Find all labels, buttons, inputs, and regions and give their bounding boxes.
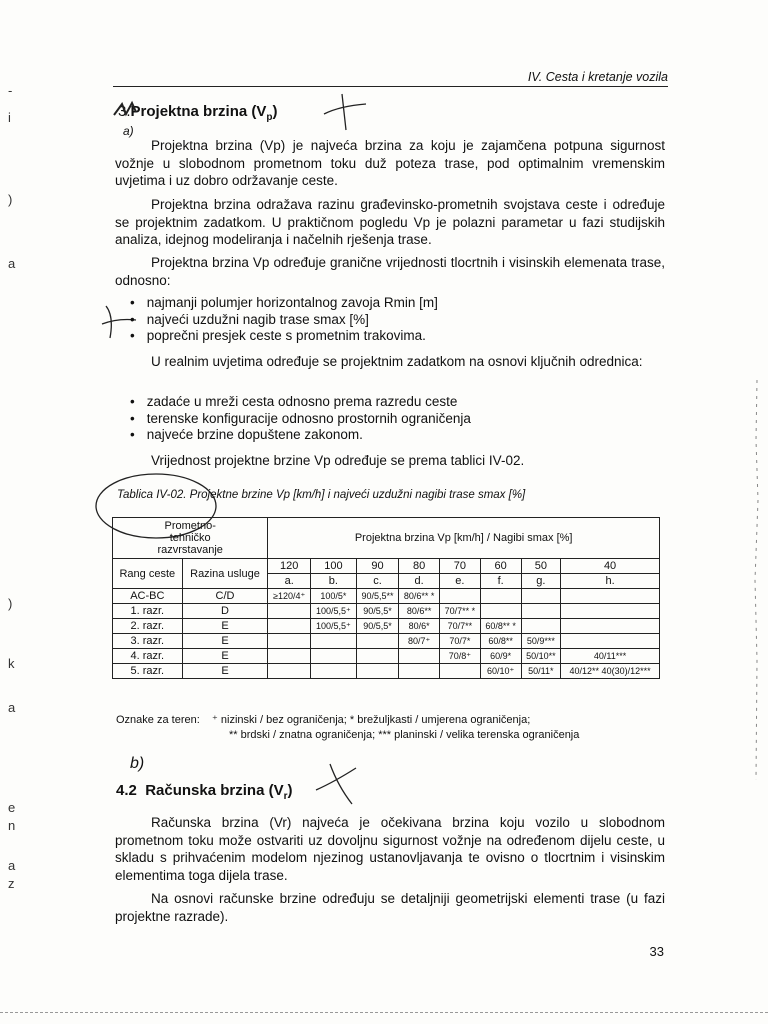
list-item: • zadaće u mreži cesta odnosno prema razredu ceste [130,394,471,411]
table-cell: 50/11* [521,664,561,679]
list-item: • najveće brzine dopuštene zakonom. [130,427,471,444]
margin-letter: i [8,110,11,125]
heading-title: Računska brzina (V [145,782,284,799]
table-cell [311,649,357,664]
table-corner-header [113,518,268,559]
table-cell [521,589,561,604]
table-cell: 100/5,5⁺ [311,619,357,634]
table-body [113,589,660,679]
table-cell: 80/6** [399,604,440,619]
table-row [113,634,660,649]
table-caption: Tablica IV-02. Projektne brzine Vp [km/h] i najveći uzdužni nagibi trase smax [%] [117,489,526,501]
table-cell: C/D [182,589,268,604]
margin-letter: ) [8,192,13,207]
margin-letter: ) [8,596,13,611]
speed-header: 50 [521,559,561,574]
section-heading-projektna [118,103,278,123]
table-cell [399,649,440,664]
margin-letter: z [8,876,15,891]
table-cell: 4. razr. [113,649,183,664]
list-item: • najveći uzdužni nagib trase smax [%] [130,312,438,329]
letter-header: a. [268,574,311,589]
col-rang-header: Rang ceste [113,559,183,589]
table-cell: D [182,604,268,619]
table-row [113,604,660,619]
paragraph-tablica-ref: Vrijednost projektne brzine Vp određuje se prema tablici IV-02. [151,453,525,468]
letter-header: d. [399,574,440,589]
table-cell: 100/5* [311,589,357,604]
heading-number: 4.2 [116,782,137,799]
corner-line: Prometno- [164,520,216,532]
table-cell: E [182,664,268,679]
margin-letter: a [8,256,16,271]
table-cell: 90/5,5* [356,619,399,634]
table-cell: 60/10⁺ [480,664,521,679]
table-cell: 50/10** [521,649,561,664]
section-heading-racunska [116,782,293,802]
scan-bottom-edge [0,1012,768,1013]
list-item: • najmanji polumjer horizontalnog zavoja Rmin [m] [130,295,438,312]
table-cell: 1. razr. [113,604,183,619]
table-cell: E [182,634,268,649]
table-row [113,664,660,679]
speed-header: 80 [399,559,440,574]
speed-header: 90 [356,559,399,574]
table-cell [399,664,440,679]
handwritten-a-mark: a) [123,124,134,138]
table-cell [311,634,357,649]
legend-line: ⁺ nizinski / bez ograničenja; * brežuljkasti / umjerena ograničenja; [212,714,531,726]
table-cell: 80/7⁺ [399,634,440,649]
table-cell: 100/5,5⁺ [311,604,357,619]
corner-line: tehničko [169,532,211,544]
col-razina-header: Razina usluge [182,559,268,589]
paragraph-realni: U realnim uvjetima određuje se projektnim zadatkom na osnovi ključnih odrednica: [151,354,643,369]
table-cell: 90/5,5* [356,604,399,619]
table-cell [356,634,399,649]
paragraph-razina: Projektna brzina odražava razinu građevinsko-prometnih svojstava ceste i određuje se projektnim zadatkom. U praktičnom pogledu Vp je polazni parametar u fazi studijskih analiza, idejnog modeliranja i načelnih rješenja trase. [115,197,665,247]
table-cell: E [182,619,268,634]
table-cell [356,664,399,679]
table-cell [561,619,660,634]
table-cell [521,619,561,634]
table-cell: 3. razr. [113,634,183,649]
table-cell: 50/9*** [521,634,561,649]
heading-title: Projektna brzina (V [130,103,267,120]
speed-header: 120 [268,559,311,574]
table-cell: 80/6* [399,619,440,634]
paragraph-racunska: Računska brzina (Vr) najveća je očekivana brzina koju vozilo u slobodnom prometnom toku može ostvariti uz dovoljnu sigurnost vožnje na određenom dijelu ceste, u skladu s prihvaćenim modelom njezinog ustanovljavanja te ovisno o tlocrtnim i visinskim elementima toga dijela trase. [115,815,665,883]
letter-header: e. [439,574,480,589]
margin-letter: a [8,858,16,873]
handwritten-cross-icon [312,762,360,806]
speed-header: 100 [311,559,357,574]
letter-header: g. [521,574,561,589]
table-cell [268,649,311,664]
table-cell [356,649,399,664]
table-cell [268,634,311,649]
table-cell [521,604,561,619]
table-cell [439,664,480,679]
table-cell: 40/11*** [561,649,660,664]
table-main-header: Projektna brzina Vp [km/h] / Nagibi smax [%] [268,518,660,559]
margin-letter: - [8,83,13,98]
corner-line: razvrstavanje [157,544,223,556]
margin-letter: e [8,800,16,815]
table-cell [268,664,311,679]
table-cell: 2. razr. [113,619,183,634]
scan-edge-noise [752,380,762,780]
table-cell: 80/6** * [399,589,440,604]
page-number: 33 [649,944,664,959]
table-cell: 70/7** [439,619,480,634]
table-cell: 40/12** 40(30)/12*** [561,664,660,679]
speed-header: 70 [439,559,480,574]
table-cell [439,589,480,604]
table-cell [561,634,660,649]
table-cell: 70/7** * [439,604,480,619]
table-cell [480,589,521,604]
table-cell: 60/9* [480,649,521,664]
letter-header: b. [311,574,357,589]
heading-number: 3. [118,103,131,120]
margin-letter: n [8,818,16,833]
heading-subscript: p [266,112,273,123]
header-rule [113,86,668,87]
table-cell [561,604,660,619]
letter-header: c. [356,574,399,589]
margin-letter: a [8,700,16,715]
paragraph-detaljniji: Na osnovi računske brzine određuju se detaljniji geometrijski elementi trase (u fazi projektne razrade). [115,891,665,924]
speed-table [112,517,660,679]
list-item: • poprečni presjek ceste s prometnim trakovima. [130,328,438,345]
table-cell: E [182,649,268,664]
letter-header: f. [480,574,521,589]
table-cell: 60/8** * [480,619,521,634]
table-cell: AC-BC [113,589,183,604]
handwritten-b-mark: b) [130,755,145,772]
heading-subscript: r [283,791,288,802]
table-cell [480,604,521,619]
heading-close: ) [272,103,278,120]
table-cell: 70/8⁺ [439,649,480,664]
table-cell [311,664,357,679]
list-granicne [130,295,438,345]
paragraph-granicne: Projektna brzina Vp određuje granične vrijednosti tlocrtnih i visinskih elemenata trase, odnosno: [115,255,665,288]
list-odrednice [130,394,471,444]
table-cell [268,604,311,619]
table-cell: 60/8** [480,634,521,649]
table-cell: 5. razr. [113,664,183,679]
speed-header: 60 [480,559,521,574]
legend-label: Oznake za teren: [116,714,200,726]
paragraph-definition: Projektna brzina (Vp) je najveća brzina za koju je zajamčena potpuna sigurnost vožnje u slobodnom prometnom toku duž poteza trase, pod optimalnim vremenskim uvjetima i uz dobro održavanje ceste. [115,138,665,188]
legend-line: ** brdski / znatna ograničenja; *** planinski / velika terenska ograničenja [229,729,580,741]
table-legend [116,713,579,743]
table-row [113,619,660,634]
speed-header: 40 [561,559,660,574]
table-cell: 70/7* [439,634,480,649]
table-cell: 90/5,5** [356,589,399,604]
table-cell: ≥120/4⁺ [268,589,311,604]
table-cell [268,619,311,634]
table-cell [561,589,660,604]
running-header: IV. Cesta i kretanje vozila [527,70,668,84]
table-row [113,649,660,664]
table-row [113,589,660,604]
scribble-mark [112,100,138,120]
heading-close: ) [287,782,293,799]
letter-header: h. [561,574,660,589]
list-item: • terenske konfiguracije odnosno prostornih ograničenja [130,411,471,428]
margin-letter: k [8,656,15,671]
handwritten-cross-icon [320,92,370,132]
